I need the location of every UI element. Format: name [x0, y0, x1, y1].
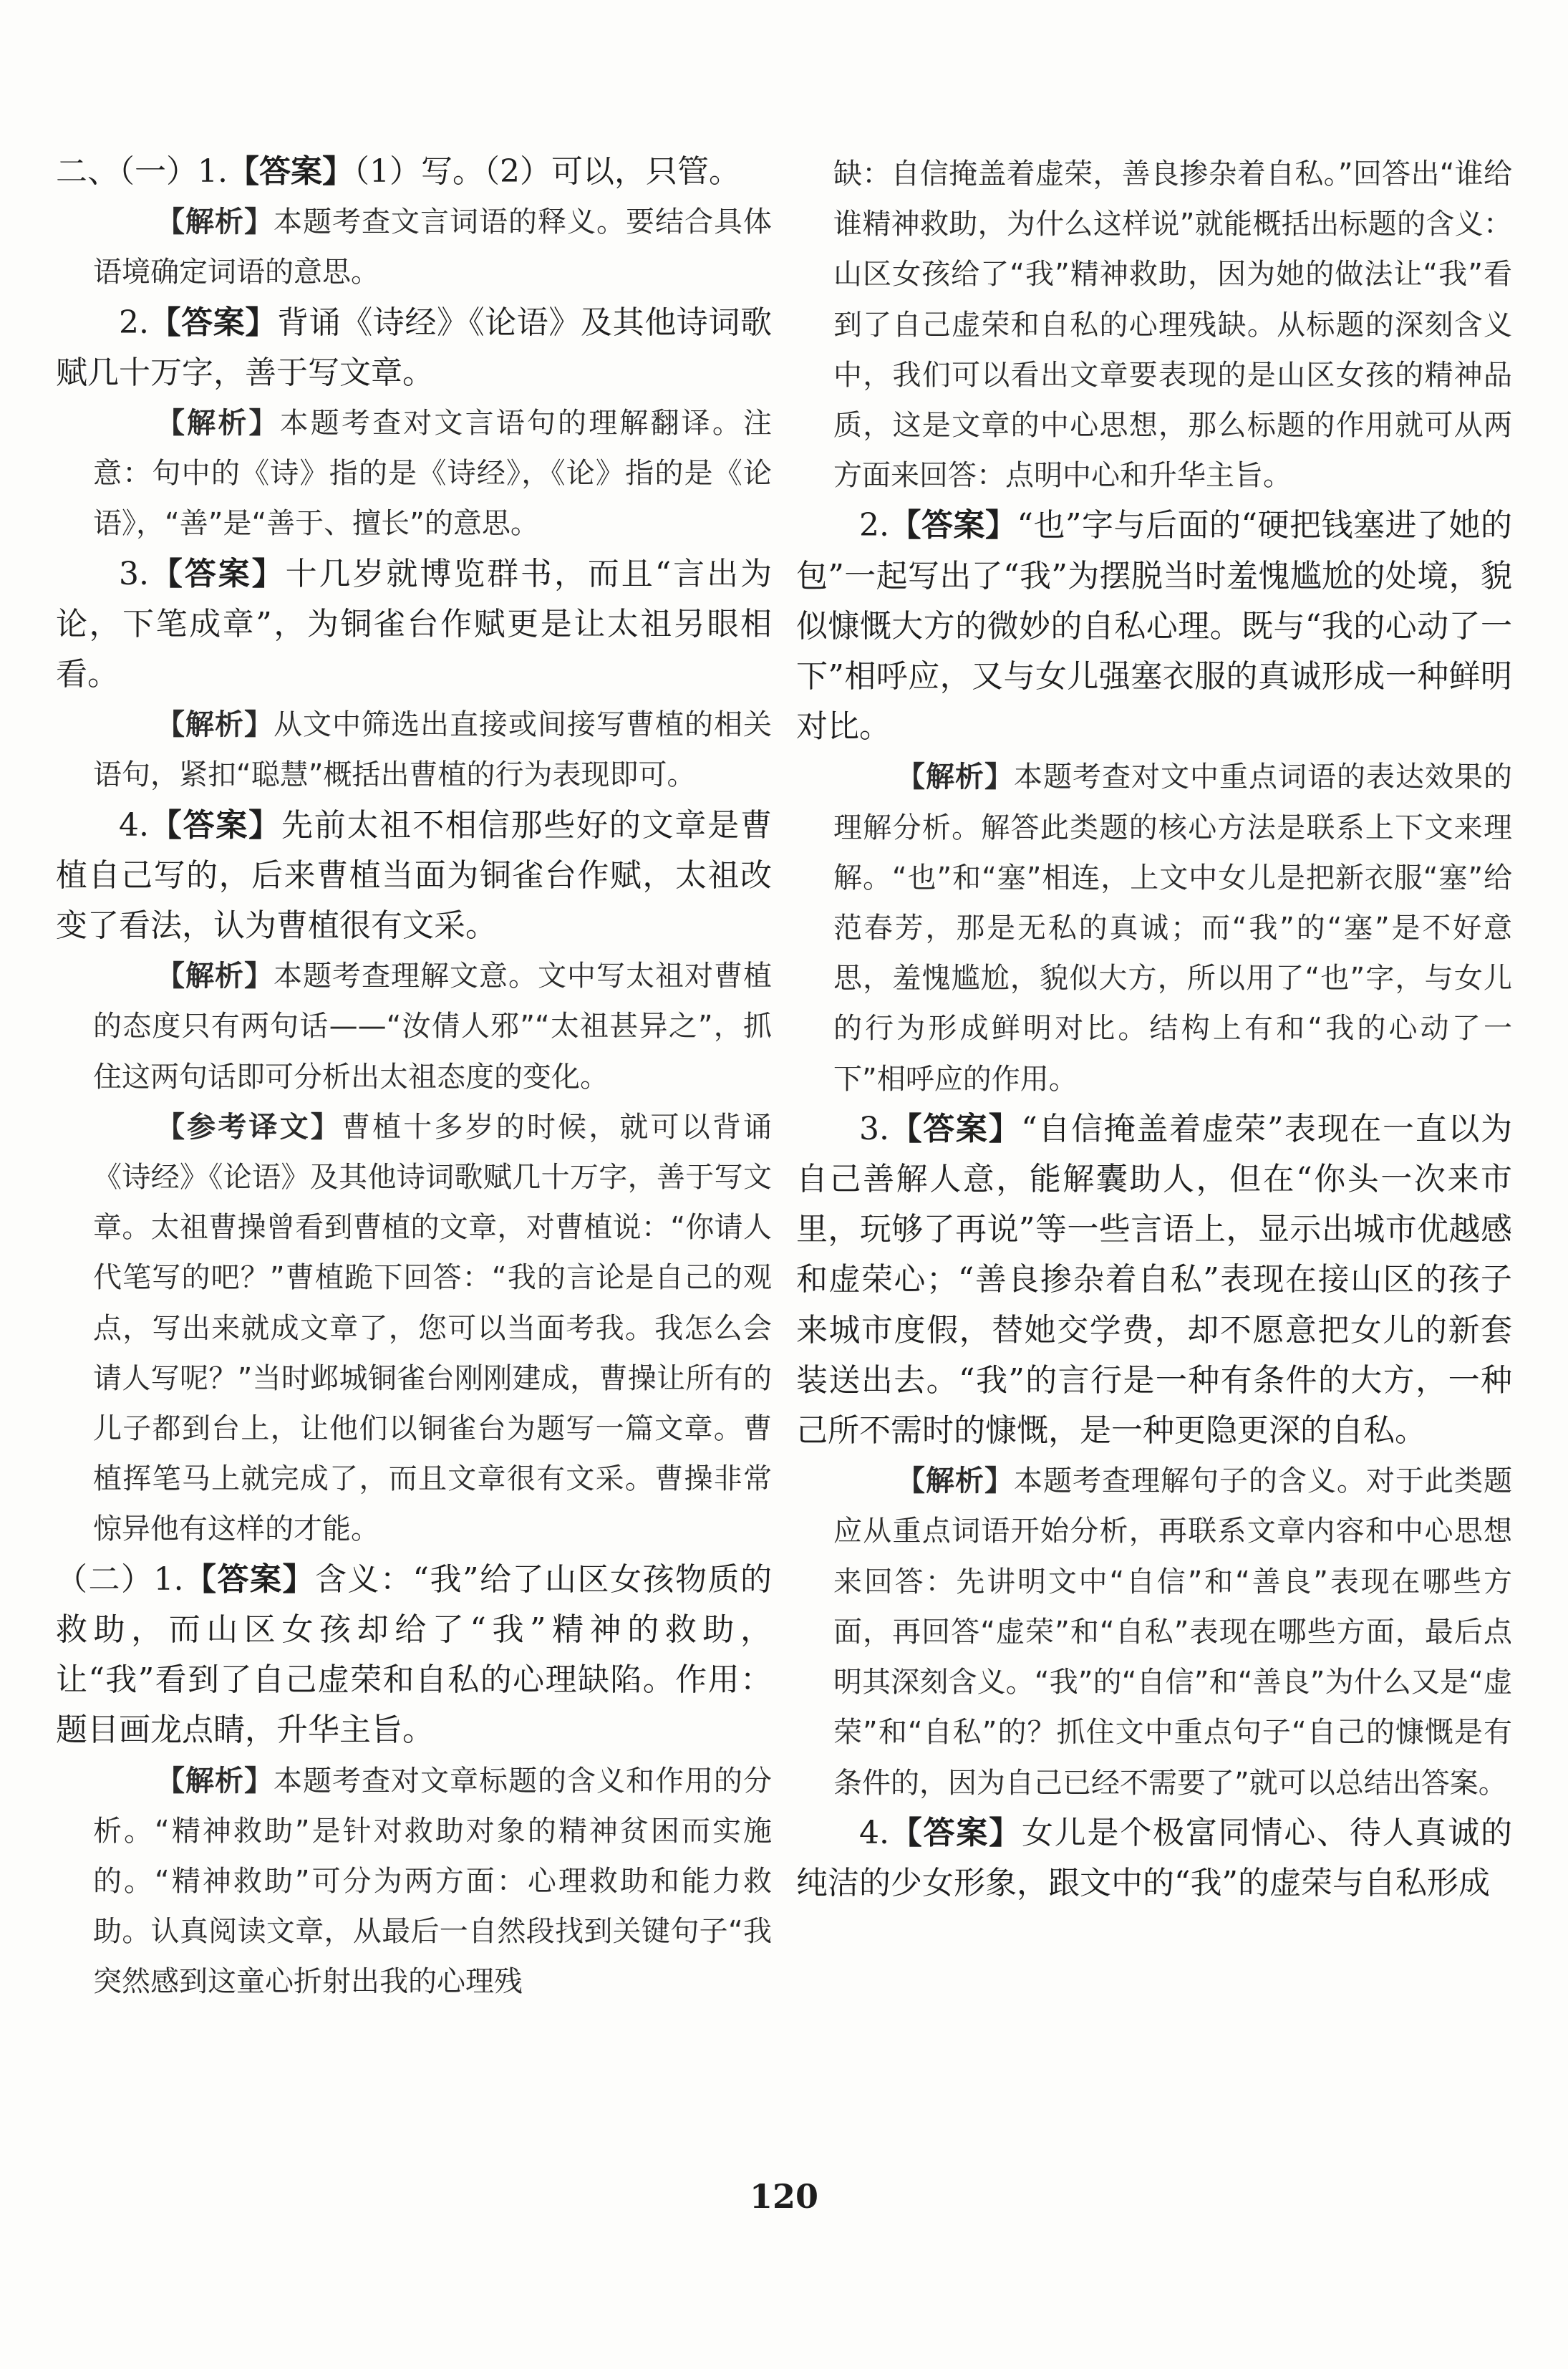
answer-s2-1: （二）1.【答案】含义：“我”给了山区女孩物质的救助，而山区女孩却给了“我”精神的救助，让“我”看到了自己虚荣和自私的心理缺陷。作用：题目画龙点睛，升华主旨。 — [56, 1560, 772, 1749]
answer-tag: 【答案】 — [148, 806, 281, 844]
analysis-s2-2: 【解析】本题考查对文中重点词语的表达效果的理解分析。解答此类题的核心方法是联系上下文来理解。“也”和“塞”相连，上文中女儿是把新衣服“塞”给范春芳，那是无私的真诚；而“我”的“塞”是不好意思，羞愧尴尬，貌似大方，所以用了“也”字，与女儿的行为形成鲜明对比。结构上有和“我的心动了一下”相呼应的作用。 — [833, 761, 1512, 1096]
answer-2: 2.【答案】背诵《诗经》《论语》及其他诗词歌赋几十万字，善于写文章。 — [56, 304, 773, 391]
answer-s2-4: 4.【答案】女儿是个极富同情心、待人真诚的纯洁的少女形象，跟文中的“我”的虚荣与自私形成 — [796, 1814, 1513, 1901]
analysis-s2-1: 【解析】本题考查对文章标题的含义和作用的分析。“精神救助”是针对救助对象的精神贫困而实施的。“精神救助”可分为两方面：心理救助和能力救助。认真阅读文章，从最后一自然段找到关键句子“我突然感到这童心折射出我的心理残 — [93, 1764, 772, 1999]
analysis-2: 【解析】本题考查对文言语句的理解翻译。注意：句中的《诗》指的是《诗经》，《论》指的是《论语》，“善”是“善于、擅长”的意思。 — [93, 407, 773, 541]
analysis-3: 【解析】从文中筛选出直接或间接写曹植的相关语句，紧扣“聪慧”概括出曹植的行为表现即可。 — [93, 708, 772, 792]
analysis-tag: 【解析】 — [156, 407, 280, 440]
answer-tag: 【答案】 — [183, 1560, 315, 1598]
analysis-tag: 【解析】 — [896, 1465, 1014, 1498]
answer-s2-3: 3.【答案】“自信掩盖着虚荣”表现在一直以为自己善解人意，能解囊助人，但在“你头一次来市里，玩够了再说”等一些言语上，显示出城市优越感和虚荣心；“善良掺杂着自私”表现在接山区的孩子来城市度假，替她交学费，却不愿意把女儿的新套装送出去。“我”的言行是一种有条件的大方，一种己所不需时的慷慨，是一种更隐更深的自私。 — [796, 1110, 1512, 1449]
answer-tag: 【答案】 — [889, 507, 1017, 544]
analysis-tag: 【解析】 — [156, 206, 274, 239]
left-column — [56, 147, 772, 2007]
analysis-s2-1-continued: 缺：自信掩盖着虚荣，善良掺杂着自私。”回答出“谁给谁精神救助，为什么这样说”就能概括出标题的含义：山区女孩给了“我”精神救助，因为她的做法让“我”看到了自己虚荣和自私的心理残缺。从标题的深刻含义中，我们可以看出文章要表现的是山区女孩的精神品质，这是文章的中心思想，那么标题的作用就可从两方面来回答：点明中心和升华主旨。 — [833, 158, 1512, 493]
answer-tag: 【答案】 — [889, 1814, 1022, 1851]
analysis-tag: 【解析】 — [156, 960, 274, 993]
analysis-tag: 【解析】 — [896, 761, 1014, 794]
answer-4: 4.【答案】先前太祖不相信那些好的文章是曹植自己写的，后来曹植当面为铜雀台作赋，太祖改变了看法，认为曹植很有文采。 — [56, 806, 773, 945]
page-number: 120 — [749, 2177, 819, 2216]
answer-tag: 【答案】 — [148, 555, 286, 592]
reference-translation: 【参考译文】曹植十多岁的时候，就可以背诵《诗经》《论语》及其他诗词歌赋几十万字，善于写文章。太祖曹操曾看到曹植的文章，对曹植说：“你请人代笔写的吧？”曹植跪下回答：“我的言论是自己的观点，写出来就成文章了，您可以当面考我。我怎么会请人写呢？”当时邺城铜雀台刚刚建成，曹操让所有的儿子都到台上，让他们以铜雀台为题写一篇文章。曹植挥笔马上就完成了，而且文章很有文采。曹操非常惊异他有这样的才能。 — [93, 1110, 773, 1546]
right-column — [796, 149, 1512, 1909]
analysis-1: 【解析】本题考查文言词语的释义。要结合具体语境确定词语的意思。 — [93, 206, 772, 289]
answer-s2-2: 2.【答案】“也”字与后面的“硬把钱塞进了她的包”一起写出了“我”为摆脱当时羞愧尴尬的处境，貌似慷慨大方的微妙的自私心理。既与“我的心动了一下”相呼应，又与女儿强塞衣服的真诚形成一种鲜明对比。 — [796, 507, 1513, 746]
translation-tag: 【参考译文】 — [156, 1110, 342, 1144]
answer-tag: 【答案】 — [148, 304, 277, 341]
analysis-tag: 【解析】 — [156, 1764, 274, 1798]
analysis-tag: 【解析】 — [156, 708, 274, 742]
analysis-s2-3: 【解析】本题考查理解句子的含义。对于此类题应从重点词语开始分析，再联系文章内容和中心思想来回答：先讲明文中“自信”和“善良”表现在哪些方面，再回答“虚荣”和“自私”表现在哪些方面，最后点明其深刻含义。“我”的“自信”和“善良”为什么又是“虚荣”和“自私”的？抓住文中重点句子“自己的慷慨是有条件的，因为自己已经不需要了”就可以总结出答案。 — [833, 1465, 1512, 1800]
analysis-4: 【解析】本题考查理解文意。文中写太祖对曹植的态度只有两句话——“汝倩人邪”“太祖甚异之”，抓住这两句话即可分析出太祖态度的变化。 — [93, 960, 772, 1094]
answer-3: 3.【答案】十几岁就博览群书，而且“言出为论，下笔成章”，为铜雀台作赋更是让太祖另眼相看。 — [56, 555, 772, 693]
answer-1: 二、（一）1.【答案】（1）写。（2）可以，只管。 — [56, 153, 740, 190]
answer-tag: 【答案】 — [227, 153, 354, 190]
answer-tag: 【答案】 — [889, 1110, 1022, 1147]
